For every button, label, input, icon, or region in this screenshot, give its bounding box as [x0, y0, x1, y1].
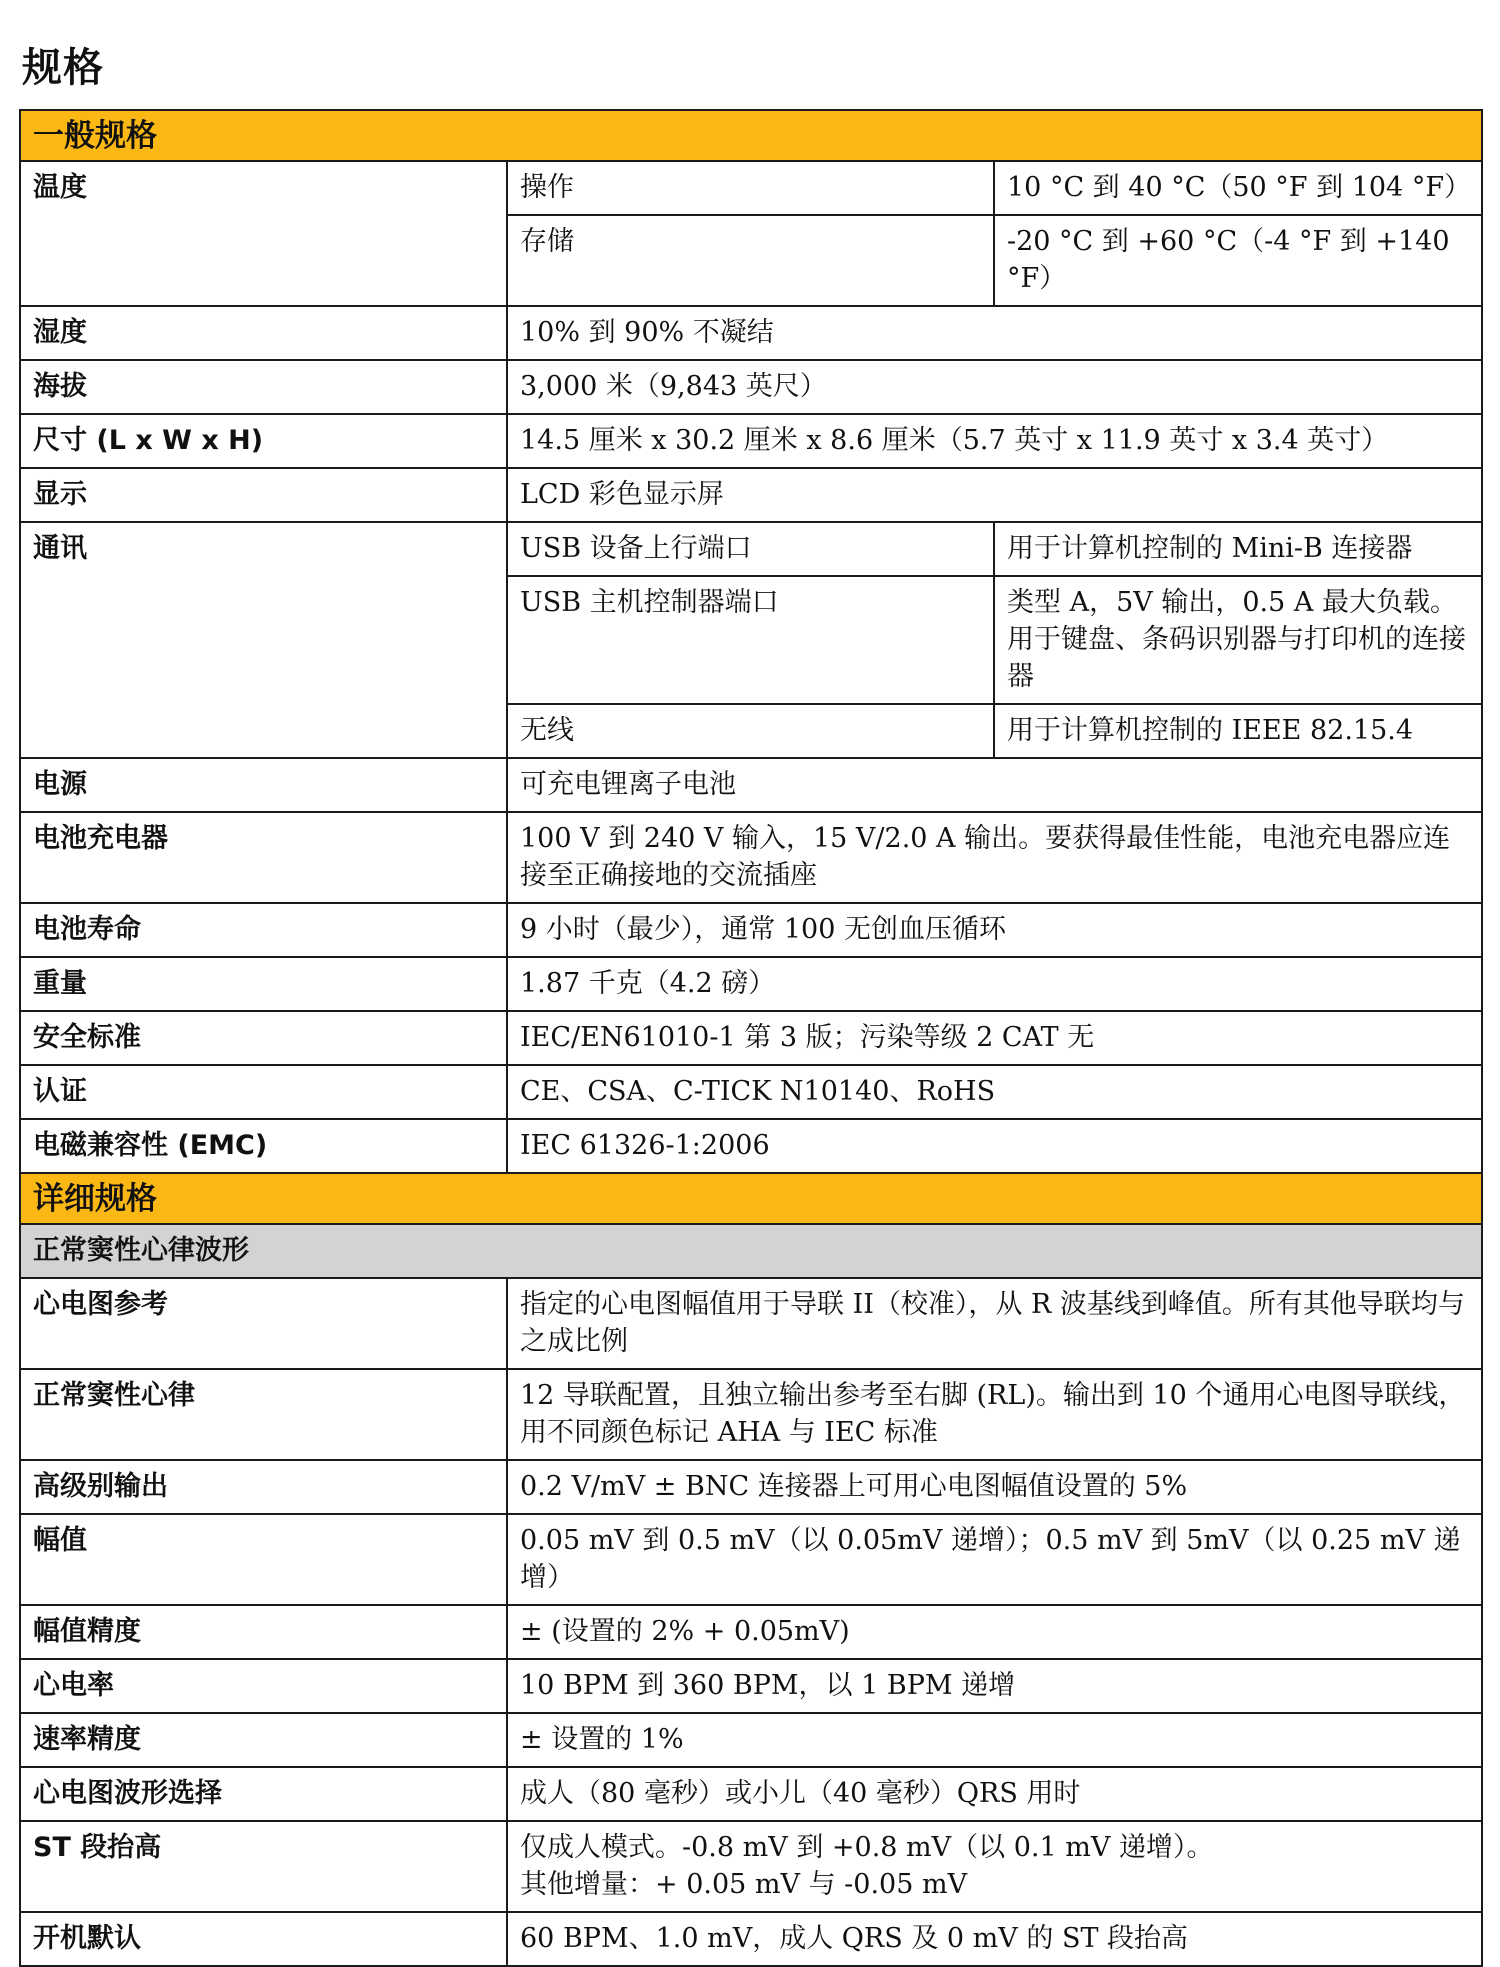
- table-row: [20, 1821, 1482, 1912]
- spec-sublabel: USB 主机控制器端口: [507, 576, 994, 704]
- spec-value: 用于计算机控制的 IEEE 82.15.4: [994, 704, 1482, 758]
- spec-value: 1.87 千克（4.2 磅）: [507, 957, 1482, 1011]
- table-row: [20, 1605, 1482, 1659]
- section-title: 详细规格: [20, 1173, 1482, 1224]
- spec-value: 0.2 V/mV ± BNC 连接器上可用心电图幅值设置的 5%: [507, 1460, 1482, 1514]
- spec-label: 重量: [20, 957, 507, 1011]
- spec-label: 心电图参考: [20, 1278, 507, 1369]
- table-row: [20, 522, 1482, 576]
- spec-value: 9 小时（最少），通常 100 无创血压循环: [507, 903, 1482, 957]
- spec-label: 尺寸 (L x W x H): [20, 414, 507, 468]
- spec-label: 幅值: [20, 1514, 507, 1605]
- table-row: [20, 1278, 1482, 1369]
- spec-value: 指定的心电图幅值用于导联 II（校准），从 R 波基线到峰值。所有其他导联均与之成比例: [507, 1278, 1482, 1369]
- spec-value: 用于计算机控制的 Mini-B 连接器: [994, 522, 1482, 576]
- spec-label: 速率精度: [20, 1713, 507, 1767]
- section-title: 一般规格: [20, 110, 1482, 161]
- spec-label: 海拔: [20, 360, 507, 414]
- table-row: [20, 903, 1482, 957]
- spec-value: IEC/EN61010-1 第 3 版；污染等级 2 CAT 无: [507, 1011, 1482, 1065]
- spec-value-line: 其他增量：+ 0.05 mV 与 -0.05 mV: [520, 1869, 968, 1900]
- spec-sublabel: 操作: [507, 161, 994, 215]
- table-row: [20, 1514, 1482, 1605]
- spec-value: [507, 1821, 1482, 1912]
- page-title: 规格: [22, 45, 104, 91]
- spec-sublabel: USB 设备上行端口: [507, 522, 994, 576]
- table-row: [20, 468, 1482, 522]
- spec-label: 电磁兼容性 (EMC): [20, 1119, 507, 1173]
- spec-value: 可充电锂离子电池: [507, 758, 1482, 812]
- spec-label: 认证: [20, 1065, 507, 1119]
- spec-value-line: 仅成人模式。-0.8 mV 到 +0.8 mV（以 0.1 mV 递增）。: [520, 1832, 1214, 1863]
- table-row: [20, 306, 1482, 360]
- table-row: [20, 1713, 1482, 1767]
- spec-value: 100 V 到 240 V 输入，15 V/2.0 A 输出。要获得最佳性能，电池充电器应连接至正确接地的交流插座: [507, 812, 1482, 903]
- spec-sublabel: 存储: [507, 215, 994, 306]
- table-row: [20, 414, 1482, 468]
- table-row: [20, 1369, 1482, 1460]
- spec-value: 0.05 mV 到 0.5 mV（以 0.05mV 递增）；0.5 mV 到 5mV（以 0.25 mV 递增）: [507, 1514, 1482, 1605]
- spec-value: -20 °C 到 +60 °C（-4 °F 到 +140 °F）: [994, 215, 1482, 306]
- spec-value: 10 °C 到 40 °C（50 °F 到 104 °F）: [994, 161, 1482, 215]
- spec-value: CE、CSA、C-TICK N10140、RoHS: [507, 1065, 1482, 1119]
- spec-label: 心电图波形选择: [20, 1767, 507, 1821]
- spec-label: 心电率: [20, 1659, 507, 1713]
- spec-value: 成人（80 毫秒）或小儿（40 毫秒）QRS 用时: [507, 1767, 1482, 1821]
- spec-label: 正常窦性心律: [20, 1369, 507, 1460]
- spec-value: 10% 到 90% 不凝结: [507, 306, 1482, 360]
- spec-label: ST 段抬高: [20, 1821, 507, 1912]
- section-header-general: [20, 110, 1482, 161]
- spec-label: 温度: [20, 161, 507, 306]
- table-row: [20, 1119, 1482, 1173]
- table-row: [20, 360, 1482, 414]
- spec-label: 开机默认: [20, 1912, 507, 1966]
- spec-label: 通讯: [20, 522, 507, 758]
- table-row: [20, 758, 1482, 812]
- spec-value: 60 BPM、1.0 mV，成人 QRS 及 0 mV 的 ST 段抬高: [507, 1912, 1482, 1966]
- subsection-header: [20, 1224, 1482, 1278]
- table-row: [20, 1659, 1482, 1713]
- spec-label: 湿度: [20, 306, 507, 360]
- spec-label: 幅值精度: [20, 1605, 507, 1659]
- spec-label: 电源: [20, 758, 507, 812]
- table-row: [20, 1912, 1482, 1966]
- spec-value: 3,000 米（9,843 英尺）: [507, 360, 1482, 414]
- section-header-detailed: [20, 1173, 1482, 1224]
- spec-table: [19, 109, 1483, 1967]
- spec-value: LCD 彩色显示屏: [507, 468, 1482, 522]
- table-row: [20, 957, 1482, 1011]
- spec-value: 14.5 厘米 x 30.2 厘米 x 8.6 厘米（5.7 英寸 x 11.9 英寸 x 3.4 英寸）: [507, 414, 1482, 468]
- spec-label: 电池寿命: [20, 903, 507, 957]
- table-row: [20, 812, 1482, 903]
- table-row: [20, 161, 1482, 215]
- table-row: [20, 1065, 1482, 1119]
- spec-value: IEC 61326-1:2006: [507, 1119, 1482, 1173]
- spec-label: 电池充电器: [20, 812, 507, 903]
- spec-value: ± 设置的 1%: [507, 1713, 1482, 1767]
- spec-label: 高级别输出: [20, 1460, 507, 1514]
- spec-value: 10 BPM 到 360 BPM，以 1 BPM 递增: [507, 1659, 1482, 1713]
- subsection-title: 正常窦性心律波形: [20, 1224, 1482, 1278]
- table-row: [20, 1011, 1482, 1065]
- spec-value: 12 导联配置，且独立输出参考至右脚 (RL)。输出到 10 个通用心电图导联线，用不同颜色标记 AHA 与 IEC 标准: [507, 1369, 1482, 1460]
- spec-label: 安全标准: [20, 1011, 507, 1065]
- spec-value: 类型 A，5V 输出，0.5 A 最大负载。用于键盘、条码识别器与打印机的连接器: [994, 576, 1482, 704]
- table-row: [20, 1460, 1482, 1514]
- spec-value: ± (设置的 2% + 0.05mV): [507, 1605, 1482, 1659]
- table-row: [20, 1767, 1482, 1821]
- spec-sublabel: 无线: [507, 704, 994, 758]
- spec-label: 显示: [20, 468, 507, 522]
